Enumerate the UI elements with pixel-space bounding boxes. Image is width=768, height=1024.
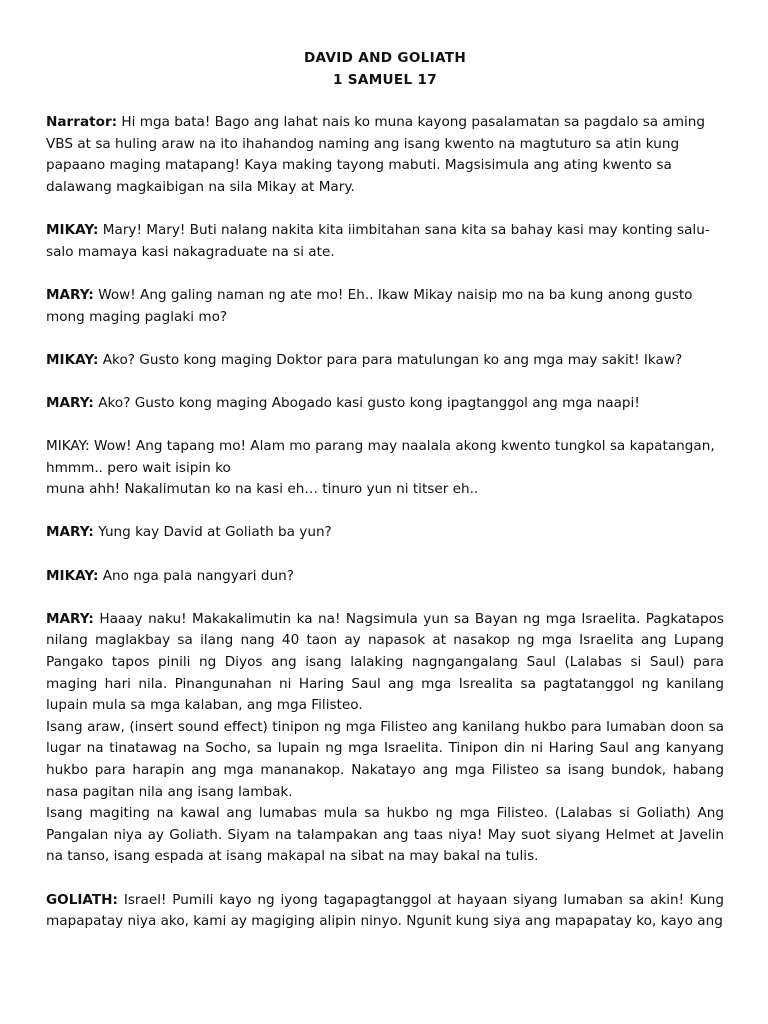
narration-text: Isang magiting na kawal ang lumabas mula sa hukbo ng mga Filisteo. (Lalabas si Goliath) Ang Pangalan niya ay Goliath. Siyam na talampakan ang taas niya! May suot siyang Helmet at Javelin na tanso, isang espada at isang makapal na sibat na may bakal na tulis. (46, 805, 724, 865)
paragraph-goliath (46, 890, 724, 933)
dialogue-text: Mary! Mary! Buti nalang nakita kita iimbitahan sana kita sa bahay kasi may konting salu-salo mamaya kasi nakagraduate na si ate. (46, 222, 710, 260)
paragraph-mary-1 (46, 285, 724, 328)
paragraph-narration-2 (46, 803, 724, 868)
dialogue-text: Wow! Ang galing naman ng ate mo! Eh.. Ikaw Mikay naisip mo na ba kung anong gusto mong maging paglaki mo? (46, 286, 693, 325)
paragraph-narrator (46, 112, 724, 198)
paragraph-narration-1 (46, 717, 724, 803)
dialogue-text: Israel! Pumili kayo ng iyong tagapagtanggol at hayaan siyang lumaban sa akin! Kung mapapatay niya ako, kami ay magiging alipin ninyo. Ngunit kung siya ang mapapatay ko, kayo ang (46, 891, 724, 930)
dialogue-line: muna ahh! Nakalimutan ko na kasi eh… tinuro yun ni titser eh.. (46, 481, 479, 498)
speaker-label: Narrator: (46, 114, 118, 131)
dialogue-line: MIKAY: Wow! Ang tapang mo! Alam mo parang may naalala akong kwento tungkol sa kapatangan, hmmm.. pero wait isipin ko (46, 438, 715, 476)
paragraph-mikay-4 (46, 566, 724, 588)
speaker-label: MIKAY: (46, 222, 99, 239)
title-block (46, 48, 724, 91)
speaker-label: MIKAY: (46, 351, 99, 368)
speaker-label: MIKAY: (46, 567, 99, 584)
dialogue-text: Hi mga bata! Bago ang lahat nais ko muna kayong pasalamatan sa pagdalo sa aming VBS at sa huling araw na ito ihahandog naming ang isang kwento na magtuturo sa atin kung papaano maging matapang! Kaya making tayong mabuti. Magsisimula ang ating kwento sa dalawang magkaibigan na sila Mikay at Mary. (46, 114, 706, 195)
dialogue-text: Ano nga pala nangyari dun? (98, 567, 294, 584)
speaker-label: MARY: (46, 610, 94, 627)
document-subtitle: 1 SAMUEL 17 (333, 71, 437, 88)
speaker-label: MARY: (46, 286, 94, 303)
paragraph-mary-2 (46, 393, 724, 415)
dialogue-text: Haaay naku! Makakalimutin ka na! Nagsimula yun sa Bayan ng mga Israelita. Pagkatapos nilang maglakbay sa ilang nang 40 taon ay napasok at nasakop ng mga Israelita ang Lupang Pangako tapos pinili ng Diyos ang isang lalaking nagngangalang Saul (Lalabas si Saul) para maging hari nila. Pinangunahan ni Haring Saul ang mga Isrealita sa pagtatanggol ng kanilang lupain mula sa mga kalaban, ang mga Filisteo. (46, 610, 724, 714)
dialogue-text: Yung kay David at Goliath ba yun? (93, 524, 332, 541)
dialogue-text: Ako? Gusto kong maging Doktor para para matulungan ko ang mga may sakit! Ikaw? (98, 351, 683, 368)
paragraph-mikay-1 (46, 220, 724, 263)
speaker-label: MARY: (46, 394, 94, 411)
paragraph-mikay-3 (46, 436, 724, 501)
dialogue-text: Ako? Gusto kong maging Abogado kasi gusto kong ipagtanggol ang mga naapi! (93, 394, 640, 411)
speaker-label: MARY: (46, 524, 94, 541)
speaker-label: GOLIATH: (46, 891, 118, 908)
document-title: DAVID AND GOLIATH (303, 50, 467, 66)
paragraph-mikay-2 (46, 350, 724, 372)
narration-text: Isang araw, (insert sound effect) tinipon ng mga Filisteo ang kanilang hukbo para lumaban doon sa lugar na tinatawag na Socho, sa lupain ng mga Israelita. Tinipon din ni Haring Saul ang kanyang hukbo para harapin ang mga mananakop. Nakatayo ang mga Filisteo sa isang bundok, habang nasa pagitan nila ang isang lambak. (46, 718, 724, 800)
paragraph-mary-4 (46, 609, 724, 717)
paragraph-mary-3 (46, 522, 724, 544)
